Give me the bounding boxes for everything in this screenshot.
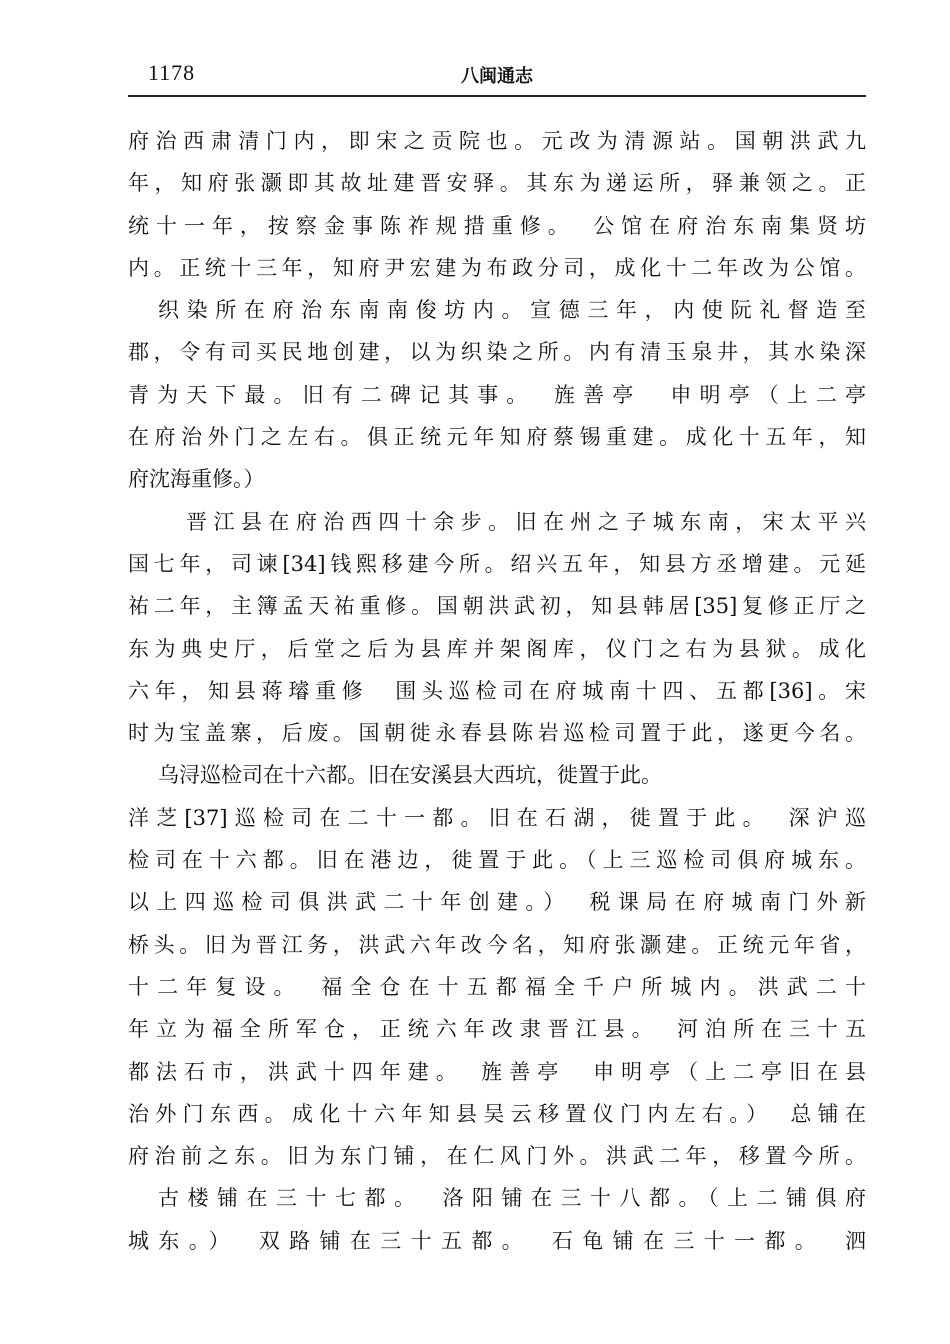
- text-line: 府治前之东。旧为东门铺，在仁风门外。洪武二年，移置今所。: [128, 1144, 866, 1169]
- body-text: [128, 120, 866, 1262]
- text-line: 桥头。旧为晋江务，洪武六年改今名，知府张灏建。正统元年省，: [128, 932, 866, 957]
- text-line: 年，知府张灏即其故址建晋安驿。其东为递运所，驿兼领之。正: [128, 171, 866, 196]
- text-line: 年立为福全所军仓，正统六年改隶晋江县。 河泊所在三十五: [128, 1017, 866, 1042]
- text-line: 治外门东西。成化十六年知县吴云移置仪门内左右。） 总铺在: [128, 1101, 866, 1126]
- header-rule: [128, 95, 866, 97]
- text-line: 府沈海重修。）: [128, 467, 265, 492]
- text-line: 祐二年，主簿孟天祐重修。国朝洪武初，知县韩居[35]复修正厅之: [128, 594, 866, 619]
- text-line: 六年，知县蒋璿重修 围头巡检司在府城南十四、五都[36]。宋: [128, 678, 866, 703]
- text-line: 十二年复设。 福全仓在十五都福全千户所城内。洪武二十: [128, 974, 866, 999]
- text-line: 府治西肃清门内，即宋之贡院也。元改为清源站。国朝洪武九: [128, 129, 866, 153]
- page-number: 1178: [148, 60, 196, 85]
- text-line: 时为宝盖寨，后废。国朝徙永春县陈岩巡检司置于此，遂更今名。: [128, 721, 866, 746]
- text-line: 织染所在府治东南南俊坊内。宣德三年，内使阮礼督造至: [158, 298, 866, 323]
- text-line: 乌浔巡检司在十六都。旧在安溪县大西坑，徙置于此。: [158, 763, 662, 788]
- page-header: [128, 58, 866, 92]
- text-line: 国七年，司谏[34]钱熙移建今所。绍兴五年，知县方丞增建。元延: [128, 551, 866, 576]
- text-line: 洋芝[37]巡检司在二十一都。旧在石湖，徙置于此。 深沪巡: [128, 805, 866, 830]
- text-line: 青为天下最。旧有二碑记其事。 旌善亭 申明亭（上二亭: [128, 382, 866, 407]
- text-line: 内。正统十三年，知府尹宏建为布政分司，成化十二年改为公馆。: [128, 255, 866, 280]
- text-line: 都法石市，洪武十四年建。 旌善亭 申明亭（上二亭旧在县: [128, 1059, 866, 1084]
- text-line: 以上四巡检司俱洪武二十年创建。） 税课局在府城南门外新: [128, 890, 866, 915]
- text-line: 统十一年，按察金事陈祚规措重修。 公馆在府治东南集贤坊: [128, 213, 866, 238]
- text-line: 东为典史厅，后堂之后为县库并架阁库，仪门之右为县狱。成化: [128, 636, 866, 661]
- text-line: 在府治外门之左右。俱正统元年知府蔡锡重建。成化十五年，知: [128, 425, 866, 450]
- text-line: 检司在十六都。旧在港边，徙置于此。（上三巡检司俱府城东。: [128, 848, 866, 873]
- book-title: 八闽通志: [461, 66, 533, 87]
- text-line: 晋江县在府治西四十余步。旧在州之子城东南，宋太平兴: [186, 509, 866, 534]
- text-line: 郡，令有司买民地创建，以为织染之所。内有清玉泉井，其水染深: [128, 340, 866, 365]
- text-line: 城东。） 双路铺在三十五都。 石龟铺在三十一都。 泗: [128, 1228, 866, 1253]
- text-line: 古楼铺在三十七都。 洛阳铺在三十八都。（上二铺俱府: [158, 1186, 866, 1211]
